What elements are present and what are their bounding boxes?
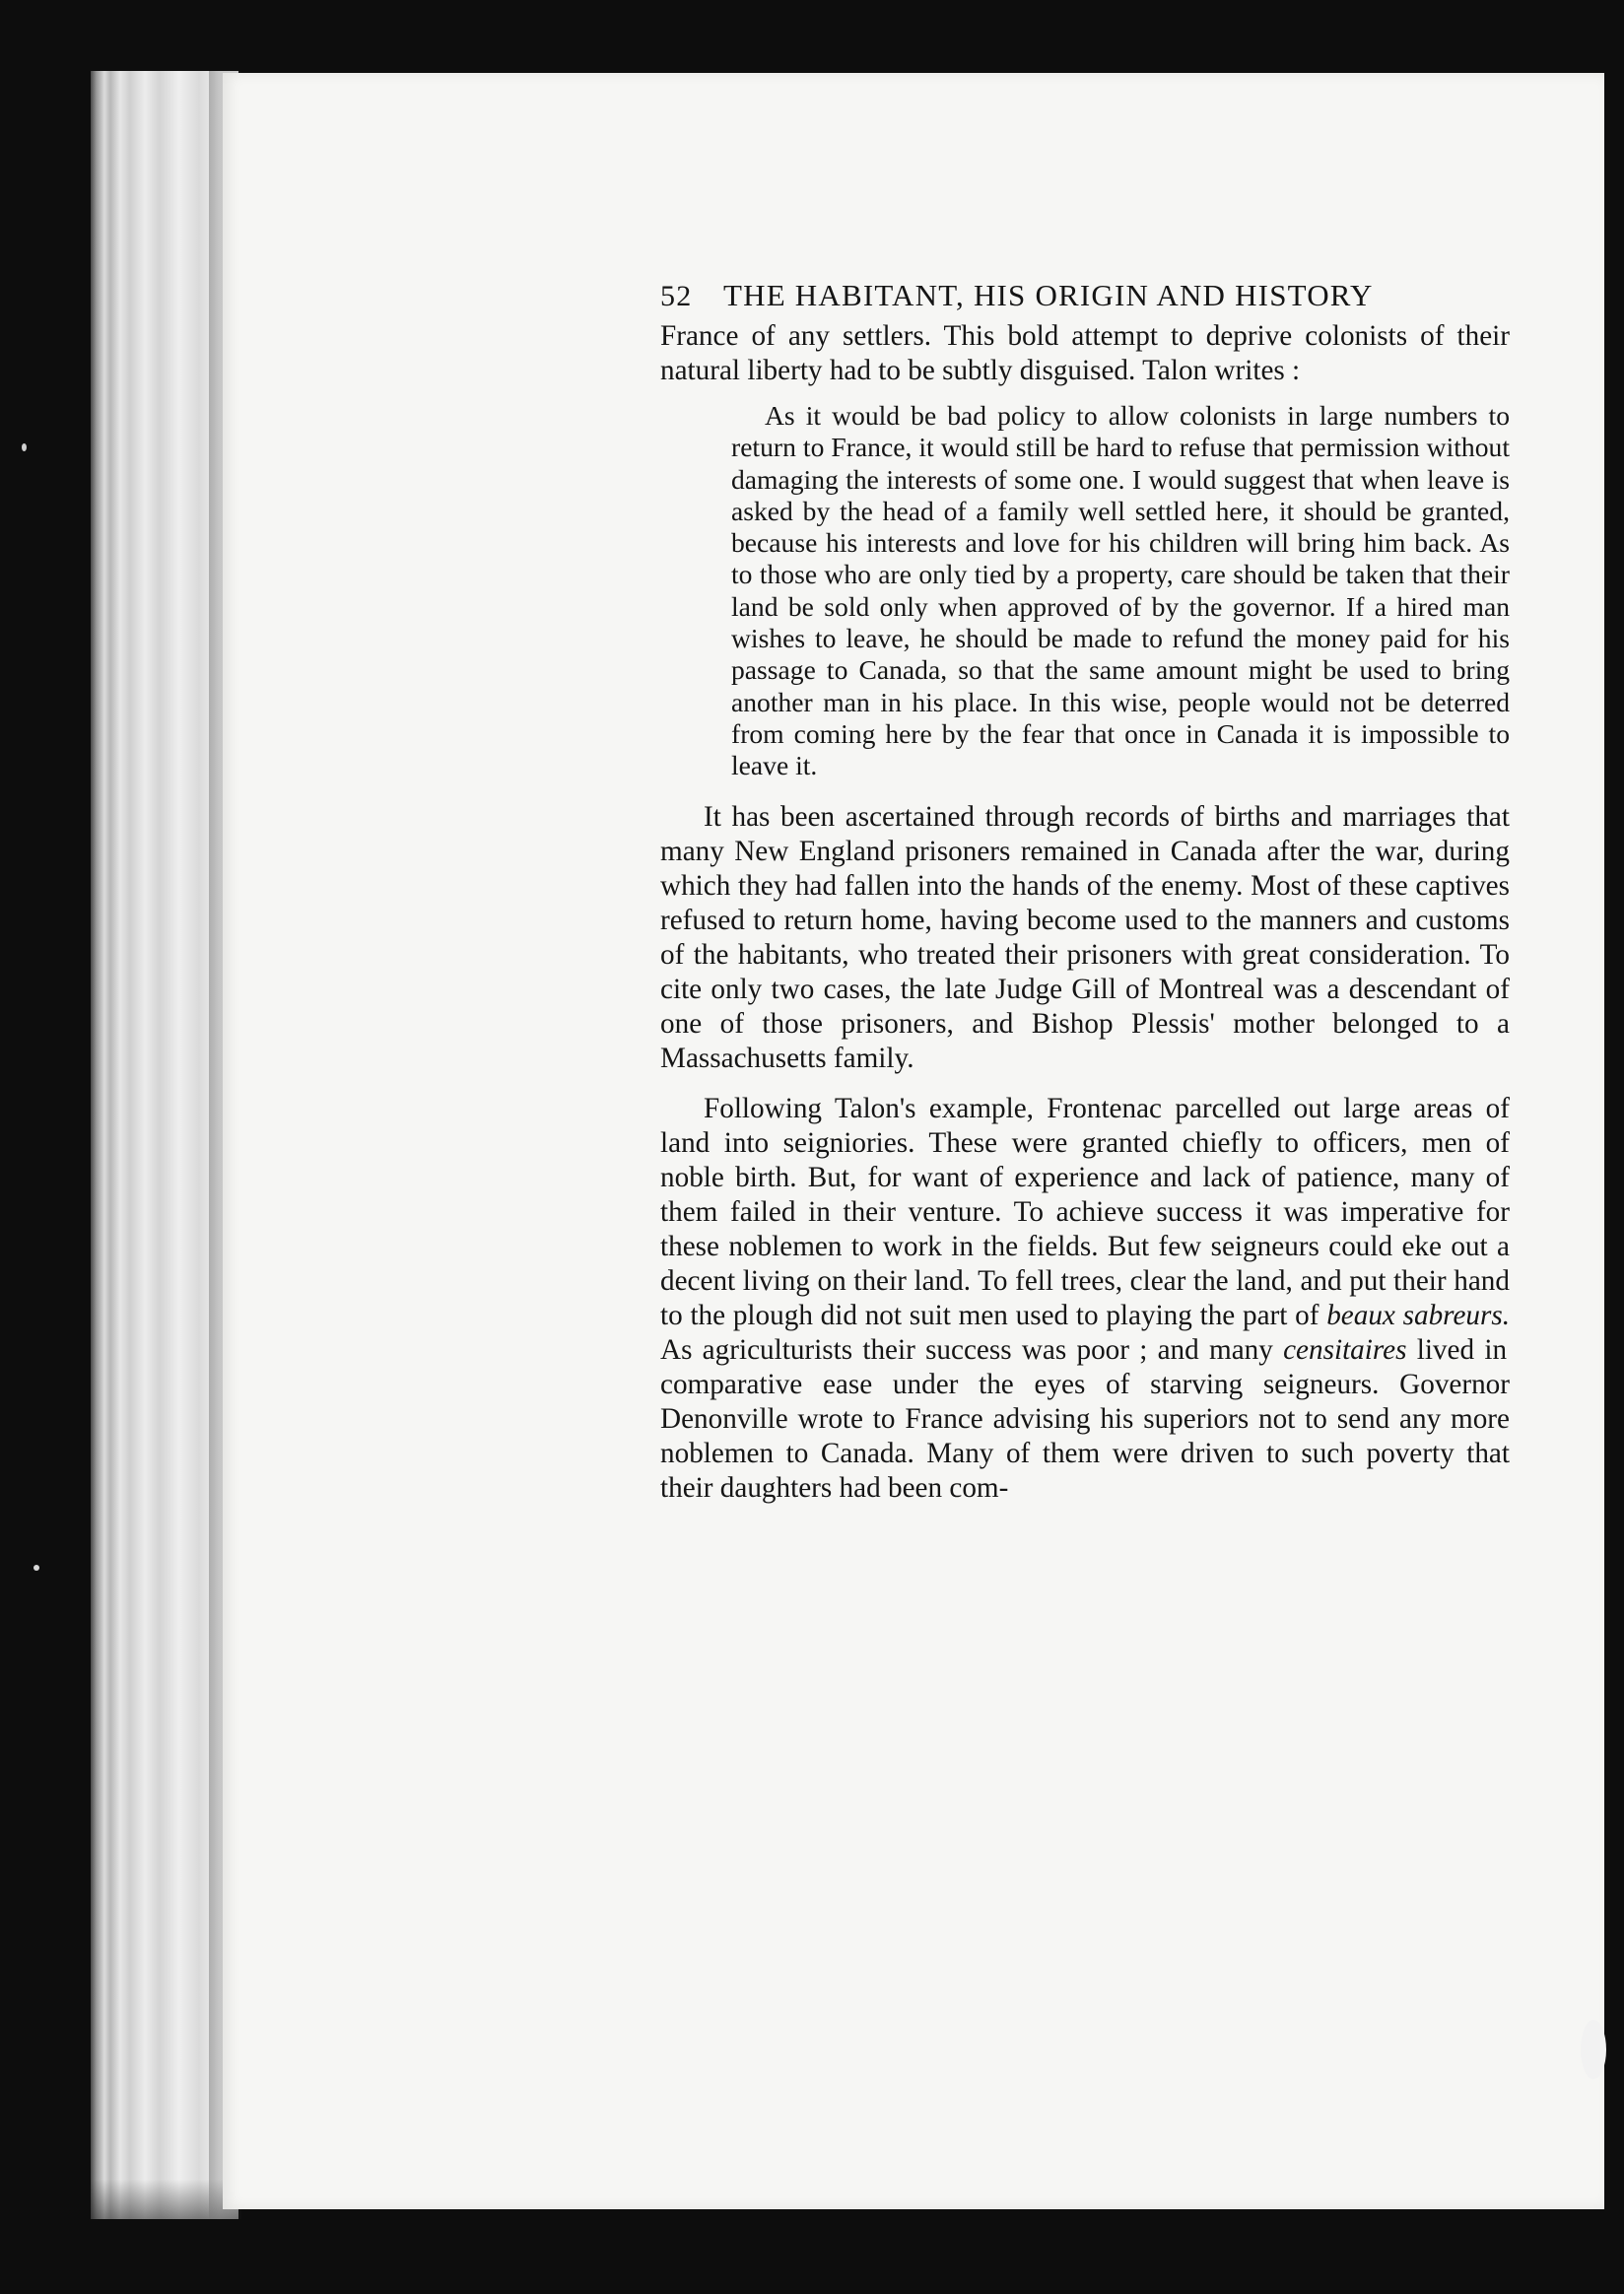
page-text bbox=[660, 278, 1510, 1506]
quote-text: As it would be bad policy to allow colonists in large numbers to return to France, it would still be hard to refuse that permission without damaging the interests of some one. I would suggest that when leave is asked by the head of a family well settled here, it should be granted, because his interests and love for his children will bring him back. As to those who are only tied by a property, care should be taken that their land be sold only when approved of by the governor. If a hired man wishes to leave, he should be made to refund the money paid for his passage to Canada, so that the same amount might be used to bring another man in his place. In this wise, people would not be deterred from coming here by the fear that once in Canada it is impossible to leave it. bbox=[731, 400, 1510, 781]
running-head bbox=[660, 278, 1510, 313]
paragraph-prisoners: It has been ascertained through records of births and marriages that many New England prisoners remained in Canada after the war, during which they had fallen into the hands of the enemy. Most of these captives refused to return home, having become used to the manners and customs of the habitants, who treated their prisoners with great consideration. To cite only two cases, the late Judge Gill of Montreal was a descendant of one of those prisoners, and Bishop Plessis' mother belonged to a Massachusetts family. bbox=[660, 800, 1510, 1074]
scan-speck bbox=[1581, 2020, 1606, 2079]
running-title: THE HABITANT, HIS ORIGIN AND HISTORY bbox=[723, 278, 1374, 312]
frontenac-text-3: lived in comparative ease under the eyes of starving seigneurs. Governor Denonville wrote to France advising his superiors not to send any more noblemen to Canada. Many of them were driven to such poverty that their daughters had been com- bbox=[660, 1333, 1510, 1504]
frontenac-italic-1: beaux sabreurs. bbox=[1326, 1299, 1511, 1331]
block-quote bbox=[731, 400, 1510, 782]
paragraph-intro: France of any settlers. This bold attempt to deprive colonists of their natural liberty had to be subtly disguised. Talon writes : bbox=[660, 320, 1510, 386]
scan-speck bbox=[34, 1565, 39, 1571]
frontenac-text-2: As agriculturists their success was poor ; and many bbox=[660, 1333, 1273, 1366]
frontenac-italic-2: censitaires bbox=[1283, 1333, 1407, 1366]
page-number: 52 bbox=[660, 280, 693, 312]
paragraph-frontenac bbox=[660, 1092, 1510, 1506]
scan-speck bbox=[22, 443, 27, 451]
frontenac-text-1: Following Talon's example, Frontenac parcelled out large areas of land into seigniories. These were granted chiefly to officers, men of noble birth. But, for want of experience and lack of patience, many of them failed in their venture. To achieve success it was imperative for these noblemen to work in the fields. But few seigneurs could eke out a decent living on their land. To fell trees, clear the land, and put their hand to the plough did not suit men used to playing the part of bbox=[660, 1092, 1510, 1331]
